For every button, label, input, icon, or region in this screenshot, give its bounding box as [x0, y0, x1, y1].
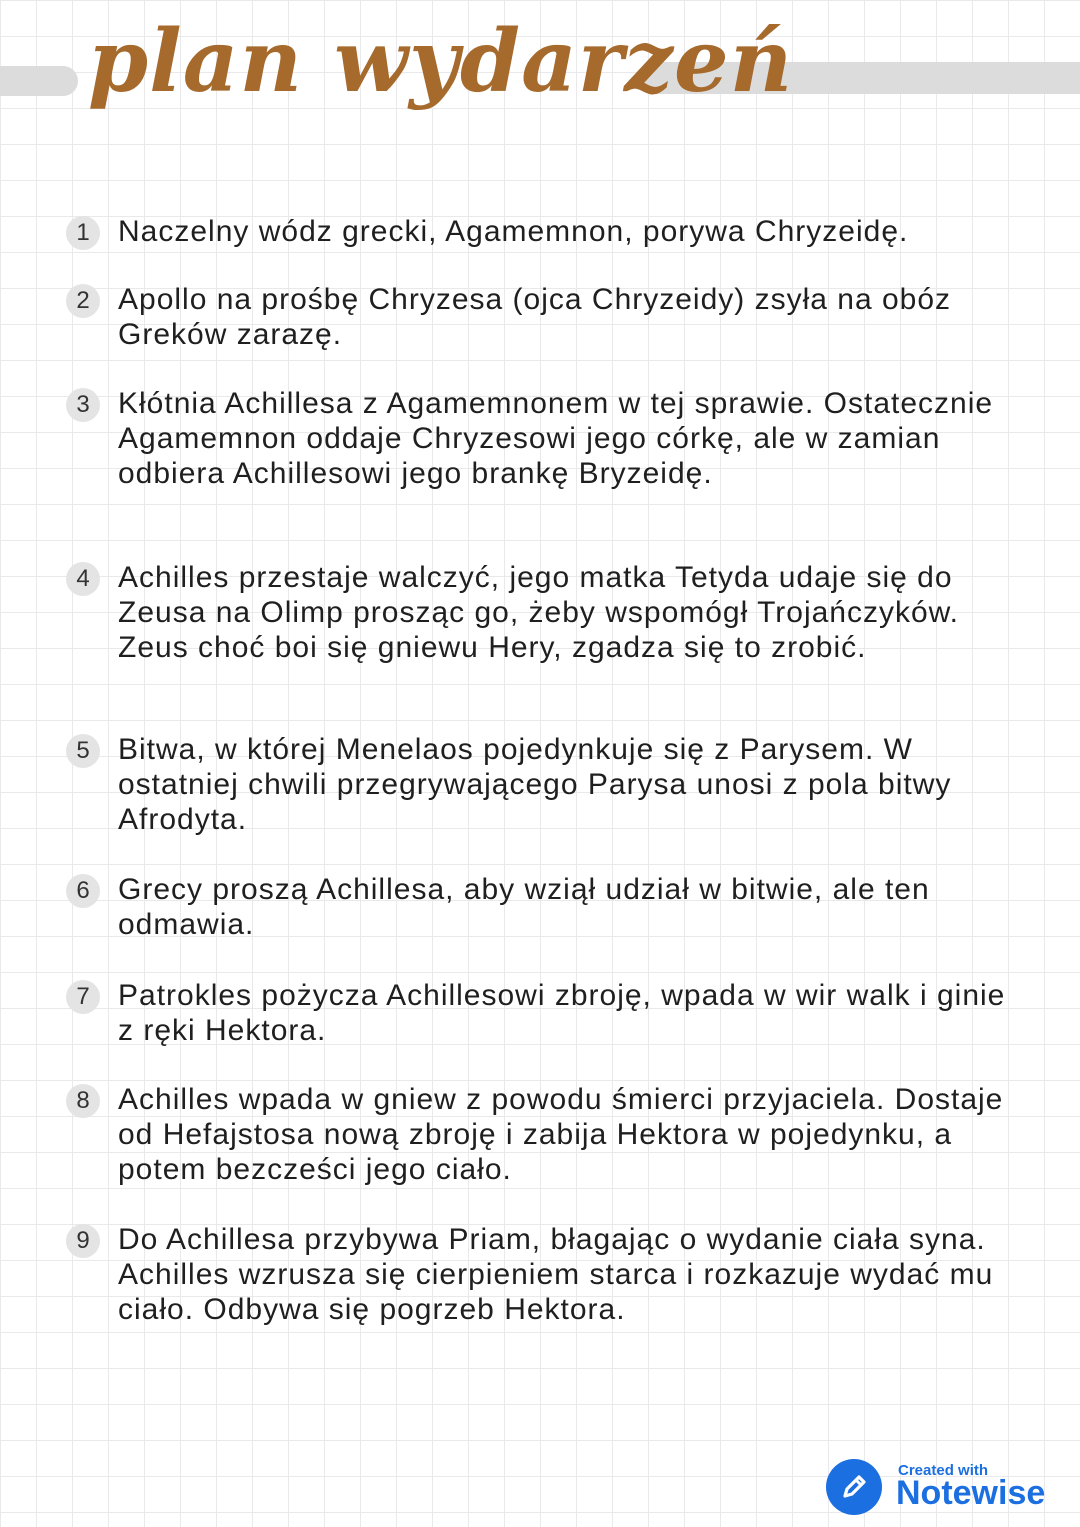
pencil-icon: [826, 1459, 882, 1515]
event-number: 6: [66, 874, 100, 908]
event-number: 7: [66, 980, 100, 1014]
event-number: 1: [66, 216, 100, 250]
event-number: 4: [66, 562, 100, 596]
event-number: 3: [66, 388, 100, 422]
notewise-badge: [826, 1458, 1066, 1518]
event-text: Patrokles pożycza Achillesowi zbroję, wpada w wir walk i ginie z ręki Hektora.: [118, 979, 1006, 1047]
event-text: Kłótnia Achillesa z Agamemnonem w tej sprawie. Ostatecznie Agamemnon oddaje Chryzesowi jego córkę, ale w zamian odbiera Achillesowi jego brankę Bryzeidę.: [118, 387, 994, 490]
event-number: 2: [66, 284, 100, 318]
event-text: Bitwa, w której Menelaos pojedynkuje się z Parysem. W ostatniej chwili przegrywającego Parysa unosi z pola bitwy Afrodyta.: [118, 733, 952, 836]
event-text: Do Achillesa przybywa Priam, błagając o wydanie ciała syna. Achilles wzrusza się cierpieniem starca i rozkazuje wydać mu ciało. Odbywa się pogrzeb Hektora.: [118, 1223, 994, 1326]
event-text: Grecy proszą Achillesa, aby wziął udział w bitwie, ale ten odmawia.: [118, 873, 930, 941]
title-decoration-left: [0, 66, 78, 96]
event-text: Achilles wpada w gniew z powodu śmierci przyjaciela. Dostaje od Hefajstosa nową zbroję i zabija Hektora w pojedynku, a potem bezcześci jego ciało.: [118, 1083, 1004, 1186]
event-number: 5: [66, 734, 100, 768]
page-title: plan wydarzeń: [88, 11, 794, 112]
event-text: Naczelny wódz grecki, Agamemnon, porywa Chryzeidę.: [118, 215, 909, 248]
event-number: 8: [66, 1084, 100, 1118]
event-text: Apollo na prośbę Chryzesa (ojca Chryzeidy) zsyła na obóz Greków zarazę.: [118, 283, 952, 351]
event-text: Achilles przestaje walczyć, jego matka Tetyda udaje się do Zeusa na Olimp prosząc go, żeby wspomógł Trojańczyków. Zeus choć boi się gniewu Hery, zgadza się to zrobić.: [118, 561, 960, 664]
event-number: 9: [66, 1224, 100, 1258]
badge-caption: Created with: [898, 1462, 989, 1479]
badge-brand: Notewise: [896, 1474, 1046, 1512]
